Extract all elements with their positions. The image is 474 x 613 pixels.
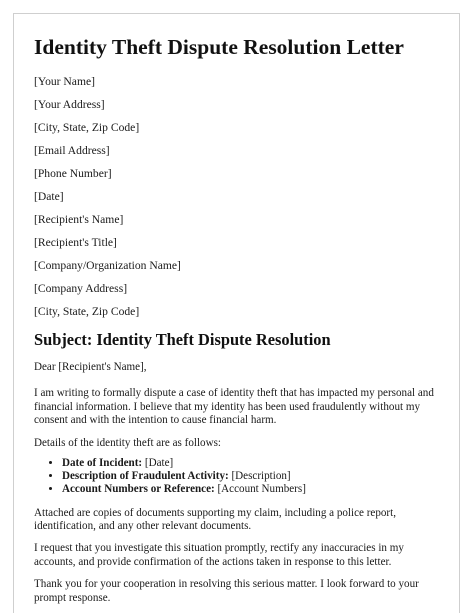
list-item — [62, 483, 444, 496]
details-intro-paragraph: Details of the identity theft are as follows: — [34, 436, 222, 449]
closing-paragraph: Thank you for your cooperation in resolving this serious matter. I look forward to your prompt response. — [34, 578, 419, 604]
recipient-title: [Recipient's Title] — [34, 236, 117, 249]
recipient-city-state-zip: [City, State, Zip Code] — [34, 305, 140, 318]
detail-value: [Description] — [228, 470, 291, 483]
sender-address: [Your Address] — [34, 98, 105, 111]
detail-label: Account Numbers or Reference: — [62, 483, 215, 496]
details-list — [34, 457, 444, 497]
detail-label: Date of Incident: — [62, 457, 143, 470]
salutation: Dear [Recipient's Name], — [34, 361, 147, 373]
sender-name: [Your Name] — [34, 75, 95, 88]
detail-label: Description of Fraudulent Activity: — [62, 470, 229, 483]
recipient-name: [Recipient's Name] — [34, 213, 124, 226]
sender-phone: [Phone Number] — [34, 167, 112, 180]
letter-date: [Date] — [34, 190, 64, 203]
detail-value: [Account Numbers] — [214, 483, 306, 496]
recipient-company: [Company/Organization Name] — [34, 259, 181, 272]
letter-content — [34, 34, 444, 605]
request-paragraph: I request that you investigate this situation promptly, rectify any inaccuracies in my accounts, and provide confirmation of the actions taken in response to this letter. — [34, 542, 404, 568]
attachments-paragraph: Attached are copies of documents supporting my claim, including a police report, identification, and any other relevant documents. — [34, 506, 396, 533]
list-item — [62, 457, 444, 470]
recipient-address: [Company Address] — [34, 282, 128, 295]
detail-value: [Date] — [142, 457, 174, 470]
sender-email: [Email Address] — [34, 144, 110, 157]
sender-city-state-zip: [City, State, Zip Code] — [34, 121, 140, 134]
intro-paragraph: I am writing to formally dispute a case of identity theft that has impacted my personal and financial information. I believe that my identity has been used fraudulently without my consent and with the intention to cause financial harm. — [34, 387, 434, 427]
letter-title: Identity Theft Dispute Resolution Letter — [34, 35, 404, 59]
address-block — [34, 70, 444, 323]
subject-heading: Subject: Identity Theft Dispute Resolution — [34, 330, 331, 349]
list-item — [62, 470, 444, 483]
